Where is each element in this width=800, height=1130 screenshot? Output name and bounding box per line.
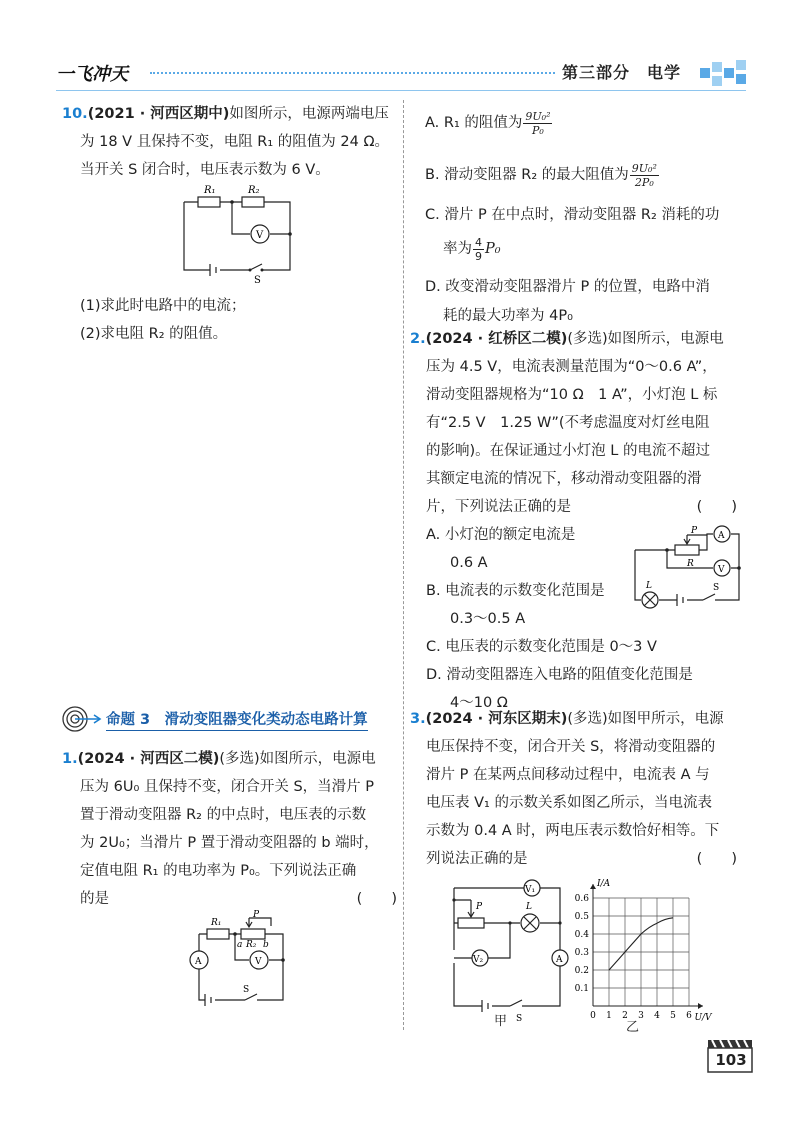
q2-option-d2: 4～10 Ω xyxy=(450,695,508,711)
x-tick-label: 3 xyxy=(638,1011,644,1021)
q1-option-b-num: 9U₀² xyxy=(631,161,657,175)
q10-r1-label: R₁ xyxy=(204,185,216,196)
y-tick-label: 0.5 xyxy=(574,912,589,922)
topic-heading xyxy=(106,708,368,731)
q1-option-b-den: 2P₀ xyxy=(634,175,654,189)
q3-number: 3. xyxy=(410,711,426,727)
q1-option-a xyxy=(425,104,750,142)
q10-line1: 如图所示，电源两端电压 xyxy=(229,106,389,122)
q1-option-a-num: 9U₀² xyxy=(525,109,551,123)
header-checker-icon xyxy=(700,56,746,88)
q3-circuit xyxy=(440,878,570,1023)
q3-p-label: P xyxy=(476,902,483,912)
header-section-title xyxy=(562,60,681,83)
q3-iu-chart xyxy=(565,870,725,1030)
y-tick-label: 0.1 xyxy=(574,984,589,994)
x-tick-label: 4 xyxy=(654,1011,660,1021)
q2-lamp-label: L xyxy=(646,581,652,591)
y-tick-label: 0.3 xyxy=(574,948,589,958)
q10-switch-label: S xyxy=(254,275,261,286)
q1-option-c-line2 xyxy=(425,230,750,268)
q2-option-a2: 0.6 A xyxy=(450,555,488,571)
q2-line1: 如图所示，电源电 xyxy=(607,331,724,347)
y-tick-label: 0.4 xyxy=(574,930,589,940)
q10-source: (2021 · 河西区期中) xyxy=(87,106,230,122)
q1-option-c-den: 9 xyxy=(475,249,482,263)
q1-line4: 为 2U₀；当滑片 P 置于滑动变阻器的 b 端时， xyxy=(80,835,379,851)
q2-block xyxy=(410,325,745,717)
header-dotted-line xyxy=(150,72,555,74)
q2-line6: 其额定电流的情况下，移动滑动变阻器的滑 xyxy=(426,471,702,487)
page-number-text: 103 xyxy=(715,1051,747,1069)
q3-switch-label: S xyxy=(516,1014,523,1024)
q1-line6: 的是 xyxy=(80,891,109,907)
q2-line5: 的影响)。在保证通过小灯泡 L 的电流不超过 xyxy=(426,443,710,459)
header-logo xyxy=(56,60,128,86)
y-tick-label: 0.2 xyxy=(574,966,589,976)
q2-voltmeter-label: V xyxy=(718,565,725,575)
q2-option-b2: 0.3～0.5 A xyxy=(450,611,526,627)
y-axis-arrow xyxy=(590,884,596,889)
q2-p-label: P xyxy=(691,526,698,536)
q10-sub1: (1)求此时电路中的电流； xyxy=(80,298,246,314)
q1-line3: 置于滑动变阻器 R₂ 的中点时，电压表的示数 xyxy=(80,807,367,823)
q1-circuit xyxy=(175,912,300,1007)
q1-number: 1. xyxy=(62,751,78,767)
q1-option-a-fraction xyxy=(523,110,552,137)
target-icon xyxy=(62,705,102,733)
q10-number: 10. xyxy=(62,106,88,122)
q2-answer-paren: ( ) xyxy=(696,499,737,515)
q1-tag: (多选) xyxy=(219,751,260,767)
x-tick-label: 5 xyxy=(670,1011,676,1021)
q1-option-b-text: B. 滑动变阻器 R₂ 的最大阻值为 xyxy=(425,167,629,183)
page-number xyxy=(712,1051,750,1069)
q1-option-c-fraction xyxy=(473,236,484,263)
q2-line7: 片，下列说法正确的是 xyxy=(426,499,571,515)
q1-option-d-line2: 耗的最大功率为 4P₀ xyxy=(443,308,573,324)
q10-voltmeter-label: V xyxy=(256,230,264,241)
q3-tag: (多选) xyxy=(567,711,608,727)
q2-switch-label: S xyxy=(713,583,720,593)
q1-option-c-post: P₀ xyxy=(485,241,501,257)
q10-circuit xyxy=(180,180,300,286)
q2-option-b1: B. 电流表的示数变化范围是 xyxy=(426,583,605,599)
q2-line2: 压为 4.5 V，电流表测量范围为“0～0.6 A”， xyxy=(426,359,717,375)
q3-line5: 示数为 0.4 A 时，两电压表示数恰好相等。下 xyxy=(426,823,720,839)
q1-option-c-line1: C. 滑片 P 在中点时，滑动变阻器 R₂ 消耗的功 xyxy=(425,207,720,223)
q1-line1: 如图所示，电源电 xyxy=(259,751,376,767)
q3-v2-label: V₂ xyxy=(473,955,484,965)
q2-circuit xyxy=(625,522,745,612)
q2-source: (2024 · 红桥区二模) xyxy=(425,331,568,347)
q3-fig-jia xyxy=(494,1010,507,1029)
q10-r2-label: R₂ xyxy=(248,185,260,196)
q10-sub2: (2)求电阻 R₂ 的阻值。 xyxy=(80,326,228,342)
q1-switch-label: S xyxy=(243,985,250,995)
x-tick-label: 6 xyxy=(686,1011,692,1021)
q2-tag: (多选) xyxy=(567,331,608,347)
q1-option-c-pre: 率为 xyxy=(443,241,472,257)
q1-answer-paren: ( ) xyxy=(356,891,397,907)
y-tick-label: 0.6 xyxy=(574,894,589,904)
q1-source: (2024 · 河西区二模) xyxy=(77,751,220,767)
q3-source: (2024 · 河东区期末) xyxy=(425,711,568,727)
q1-voltmeter-label: V xyxy=(255,957,262,967)
q1-r2-label: R₂ xyxy=(246,940,257,950)
q1-line5: 定值电阻 R₁ 的电功率为 P₀。下列说法正确 xyxy=(80,863,357,879)
q1-r1-label: R₁ xyxy=(211,918,222,928)
q3-line4: 电压表 V₁ 的示数关系如图乙所示，当电流表 xyxy=(426,795,712,811)
q10-block xyxy=(62,100,397,184)
q10-line3: 当开关 S 闭合时，电压表示数为 6 V。 xyxy=(80,162,330,178)
q3-fig-yi-text: 乙 xyxy=(626,1020,640,1035)
section-text: 第三部分 电学 xyxy=(562,63,682,82)
q1-a-label: a xyxy=(237,940,243,950)
q10-line2: 为 18 V 且保持不变，电阻 R₁ 的阻值为 24 Ω。 xyxy=(80,134,390,150)
q2-option-d1: D. 滑动变阻器连入电路的阻值变化范围是 xyxy=(426,667,693,683)
x-tick-label: 2 xyxy=(622,1011,628,1021)
logo-text: 一飞冲天 xyxy=(56,64,128,85)
q2-line4: 有“2.5 V 1.25 W”(不考虑温度对灯丝电阻 xyxy=(426,415,710,431)
q1-option-d-line1: D. 改变滑动变阻器滑片 P 的位置，电路中消 xyxy=(425,279,710,295)
x-tick-label: 0 xyxy=(590,1011,596,1021)
q3-v1-label: V₁ xyxy=(525,885,536,895)
topic-text: 命题 3 滑动变阻器变化类动态电路计算 xyxy=(106,712,368,728)
q1-ammeter-label: A xyxy=(195,957,202,967)
q3-line3: 滑片 P 在某两点间移动过程中，电流表 A 与 xyxy=(426,767,710,783)
q1-options xyxy=(425,104,750,330)
q1-block xyxy=(62,745,397,913)
q1-option-c-num: 4 xyxy=(475,235,482,249)
q2-line3: 滑动变阻器规格为“10 Ω 1 A”，小灯泡 L 标 xyxy=(426,387,718,403)
column-divider xyxy=(403,100,404,1030)
q1-p-label: P xyxy=(253,910,260,920)
q1-option-a-text: A. R₁ 的阻值为 xyxy=(425,115,523,131)
q1-option-b xyxy=(425,156,750,194)
q3-lamp-label: L xyxy=(526,902,532,912)
q3-line6: 列说法正确的是 xyxy=(426,851,528,867)
q2-option-c: C. 电压表的示数变化范围是 0～3 V xyxy=(426,639,657,655)
q3-line2: 电压保持不变，闭合开关 S，将滑动变阻器的 xyxy=(426,739,716,755)
q3-fig-jia-text: 甲 xyxy=(494,1014,508,1029)
q2-r-label: R xyxy=(687,559,694,569)
q2-number: 2. xyxy=(410,331,426,347)
x-axis-label: U/V xyxy=(694,1013,712,1023)
q1-line2: 压为 6U₀ 且保持不变，闭合开关 S，当滑片 P xyxy=(80,779,375,795)
q3-line1: 如图甲所示，电源 xyxy=(607,711,724,727)
y-axis-label: I/A xyxy=(597,879,611,889)
q1-b-label: b xyxy=(263,940,269,950)
header-rule xyxy=(56,90,746,91)
q3-fig-yi xyxy=(626,1016,639,1035)
q3-ammeter-label: A xyxy=(556,955,563,965)
x-tick-label: 1 xyxy=(606,1011,612,1021)
q2-option-a1: A. 小灯泡的额定电流是 xyxy=(426,527,576,543)
x-axis-arrow xyxy=(698,1003,703,1009)
q1-option-b-fraction xyxy=(630,162,659,189)
q3-answer-paren: ( ) xyxy=(696,851,737,867)
q1-option-a-den: P₀ xyxy=(532,123,544,137)
q2-ammeter-label: A xyxy=(718,531,725,541)
q3-block xyxy=(410,705,745,873)
q10-subquestions xyxy=(80,292,246,348)
